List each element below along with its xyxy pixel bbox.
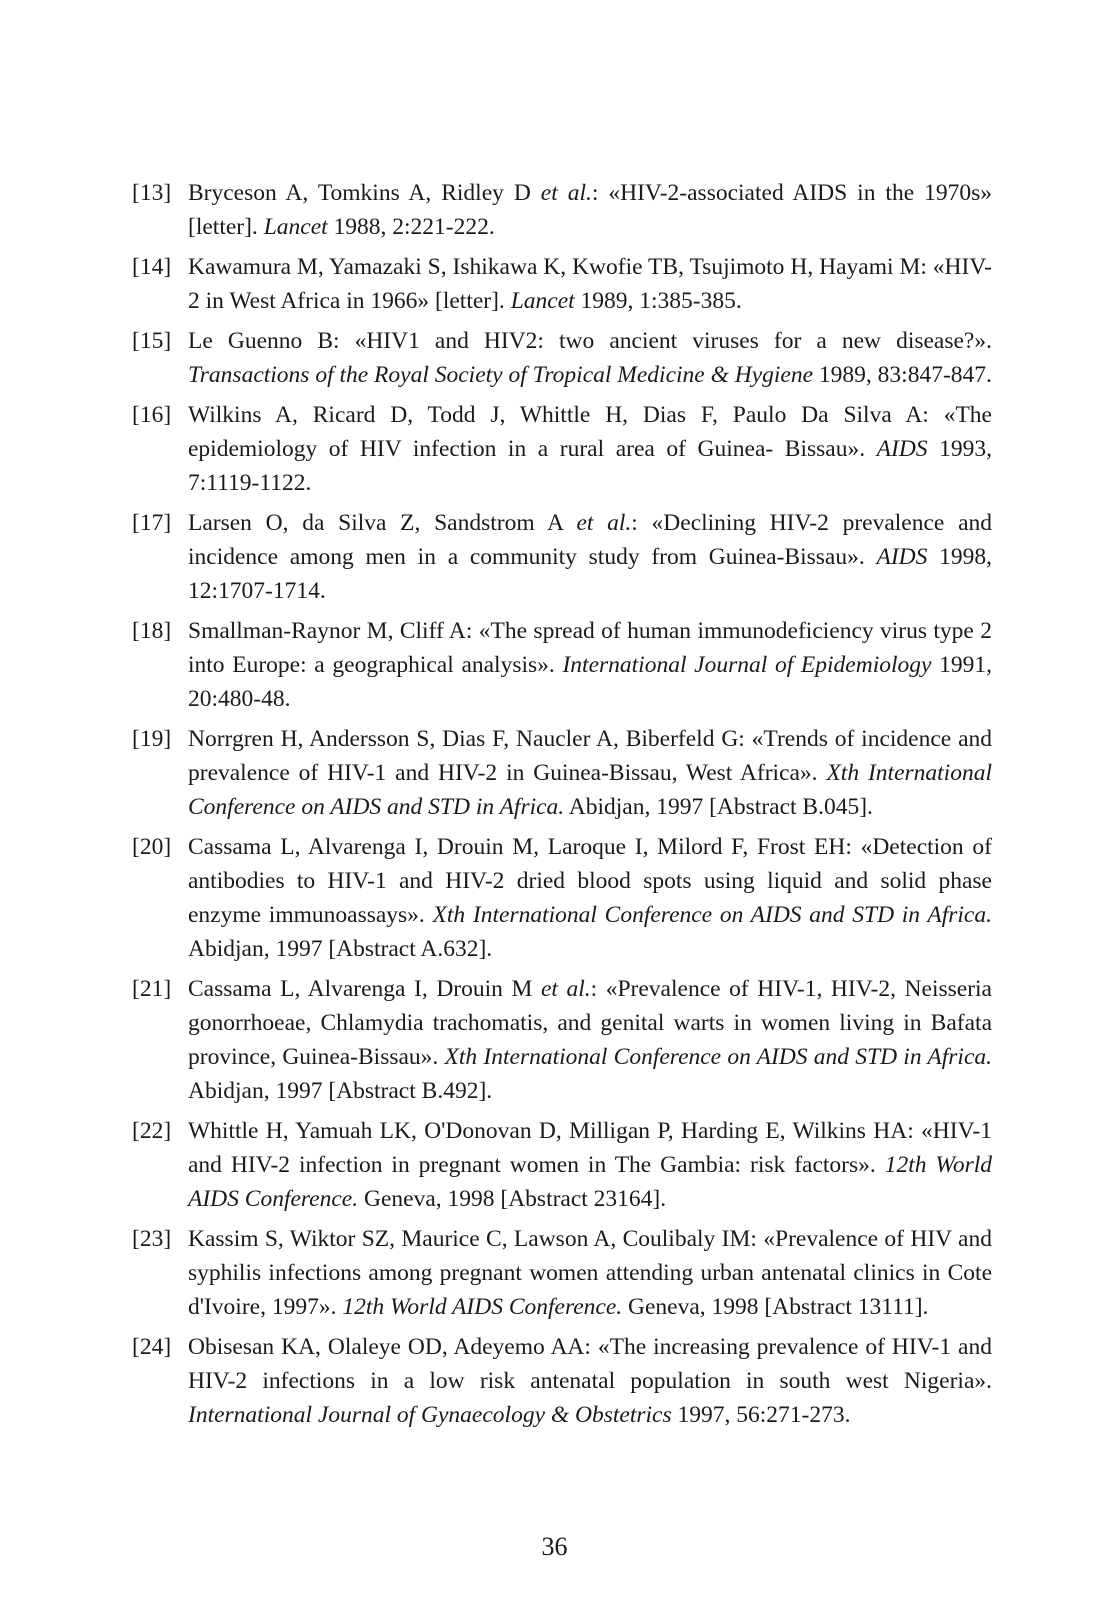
reference-number: [23]	[132, 1226, 172, 1252]
reference-source-title: International Journal of Gynaecology & Obstetrics	[188, 1402, 672, 1428]
reference-source-title: International Journal of Epidemiology	[562, 652, 932, 678]
reference-text-segment: Norrgren H, Andersson S, Dias F, Naucler A, Biberfeld G: «Trends of incidence and prevalence of HIV-1 and HIV-2 in Guinea-Bissau, West Africa».	[188, 726, 992, 786]
reference-item	[132, 614, 992, 716]
reference-source-title: Lancet	[263, 214, 328, 240]
reference-text-segment: Abidjan, 1997 [Abstract A.632].	[188, 936, 493, 962]
reference-item	[132, 1222, 992, 1324]
reference-number: [16]	[132, 402, 172, 428]
reference-text-segment: Smallman-Raynor M, Cliff A: «The spread of human immunodeficiency virus type 2 into Europe: a geographical analysis».	[188, 618, 992, 678]
reference-number: [24]	[132, 1334, 172, 1360]
reference-number: [13]	[132, 180, 172, 206]
reference-source-title: Xth International Conference on AIDS and STD in Africa.	[444, 1044, 992, 1070]
reference-item	[132, 176, 992, 244]
reference-source-title: et al.	[576, 510, 632, 536]
reference-text	[188, 834, 992, 962]
reference-text-segment: Le Guenno B: «HIV1 and HIV2: two ancient viruses for a new disease?».	[188, 328, 992, 354]
reference-text-segment: Abidjan, 1997 [Abstract B.492].	[188, 1078, 493, 1104]
reference-number: [18]	[132, 618, 172, 644]
reference-text-segment: Larsen O, da Silva Z, Sandstrom A	[188, 510, 577, 536]
reference-source-title: Xth International Conference on AIDS and STD in Africa.	[432, 902, 992, 928]
reference-list	[132, 176, 992, 1438]
reference-text-segment: Obisesan KA, Olaleye OD, Adeyemo AA: «The increasing prevalence of HIV-1 and HIV-2 infections in a low risk antenatal population in south west Nigeria».	[188, 1334, 992, 1394]
reference-text-segment: Kassim S, Wiktor SZ, Maurice C, Lawson A, Coulibaly IM: «Prevalence of HIV and syphilis infections among pregnant women attending urban antenatal clinics in Cote d'Ivoire, 1997».	[188, 1226, 992, 1320]
reference-text-segment: Geneva, 1998 [Abstract 13111].	[622, 1294, 929, 1320]
reference-number: [14]	[132, 254, 172, 280]
reference-item	[132, 506, 992, 608]
reference-source-title: et al.	[540, 180, 592, 206]
reference-text	[188, 1118, 992, 1212]
reference-text-segment: 1993, 7:1119-1122.	[188, 436, 993, 496]
reference-text	[188, 402, 992, 496]
reference-item	[132, 250, 992, 318]
reference-text	[188, 328, 992, 388]
reference-text-segment: Whittle H, Yamuah LK, O'Donovan D, Milligan P, Harding E, Wilkins HA: «HIV-1 and HIV-2 infection in pregnant women in The Gambia: risk factors».	[188, 1118, 992, 1178]
reference-text-segment: : «Prevalence of HIV-1, HIV-2, Neisseria gonorrhoeae, Chlamydia trachomatis, and genital warts in women living in Bafata province, Guinea-Bissau».	[188, 976, 992, 1070]
reference-text-segment: : «HIV-2-associated AIDS in the 1970s» [letter].	[188, 180, 992, 240]
reference-number: [21]	[132, 976, 172, 1002]
reference-item	[132, 324, 992, 392]
reference-text-segment: Wilkins A, Ricard D, Todd J, Whittle H, Dias F, Paulo Da Silva A: «The epidemiology of HIV infection in a rural area of Guinea- Bissau».	[188, 402, 992, 462]
reference-text	[188, 618, 992, 712]
reference-source-title: AIDS	[876, 544, 928, 570]
reference-text-segment: Bryceson A, Tomkins A, Ridley D	[188, 180, 541, 206]
reference-item	[132, 830, 992, 966]
reference-text-segment: 1989, 1:385-385.	[574, 288, 742, 314]
reference-text	[188, 976, 992, 1104]
reference-text	[188, 180, 992, 240]
reference-number: [22]	[132, 1118, 172, 1144]
reference-source-title: Transactions of the Royal Society of Tropical Medicine & Hygiene	[188, 362, 814, 388]
reference-item	[132, 1114, 992, 1216]
reference-source-title: Lancet	[510, 288, 575, 314]
reference-number: [15]	[132, 328, 172, 354]
reference-number: [20]	[132, 834, 172, 860]
reference-text-segment: 1998, 12:1707-1714.	[188, 544, 993, 604]
reference-number: [17]	[132, 510, 172, 536]
reference-text-segment: Cassama L, Alvarenga I, Drouin M	[188, 976, 541, 1002]
reference-item	[132, 722, 992, 824]
reference-text	[188, 1334, 992, 1428]
reference-text-segment: Geneva, 1998 [Abstract 23164].	[358, 1186, 667, 1212]
reference-text-segment: 1991, 20:480-48.	[188, 652, 992, 712]
reference-item	[132, 972, 992, 1108]
page-number: 36	[541, 1532, 568, 1561]
reference-text	[188, 510, 992, 604]
reference-text	[188, 1226, 992, 1320]
reference-text-segment: 1997, 56:271-273.	[671, 1402, 851, 1428]
reference-text	[188, 254, 992, 314]
reference-text-segment: Cassama L, Alvarenga I, Drouin M, Laroque I, Milord F, Frost EH: «Detection of antibodies to HIV-1 and HIV-2 dried blood spots using liquid and solid phase enzyme immunoassays».	[188, 834, 992, 928]
reference-item	[132, 1330, 992, 1432]
reference-text-segment: 1988, 2:221-222.	[327, 214, 495, 240]
reference-source-title: 12th World AIDS Conference.	[342, 1294, 623, 1320]
reference-source-title: AIDS	[876, 436, 928, 462]
reference-number: [19]	[132, 726, 172, 752]
reference-text	[188, 726, 992, 820]
reference-text-segment: Abidjan, 1997 [Abstract B.045].	[564, 794, 873, 820]
reference-source-title: Xth International Conference on AIDS and STD in Africa.	[188, 760, 992, 820]
reference-source-title: et al.	[540, 976, 591, 1002]
reference-source-title: 12th World AIDS Conference.	[188, 1152, 993, 1212]
reference-text-segment: : «Declining HIV-2 prevalence and incidence among men in a community study from Guinea-Bissau».	[188, 510, 992, 570]
reference-text-segment: Kawamura M, Yamazaki S, Ishikawa K, Kwofie TB, Tsujimoto H, Hayami M: «HIV-2 in West Africa in 1966» [letter].	[188, 254, 992, 314]
reference-text-segment: 1989, 83:847-847.	[813, 362, 992, 388]
reference-item	[132, 398, 992, 500]
